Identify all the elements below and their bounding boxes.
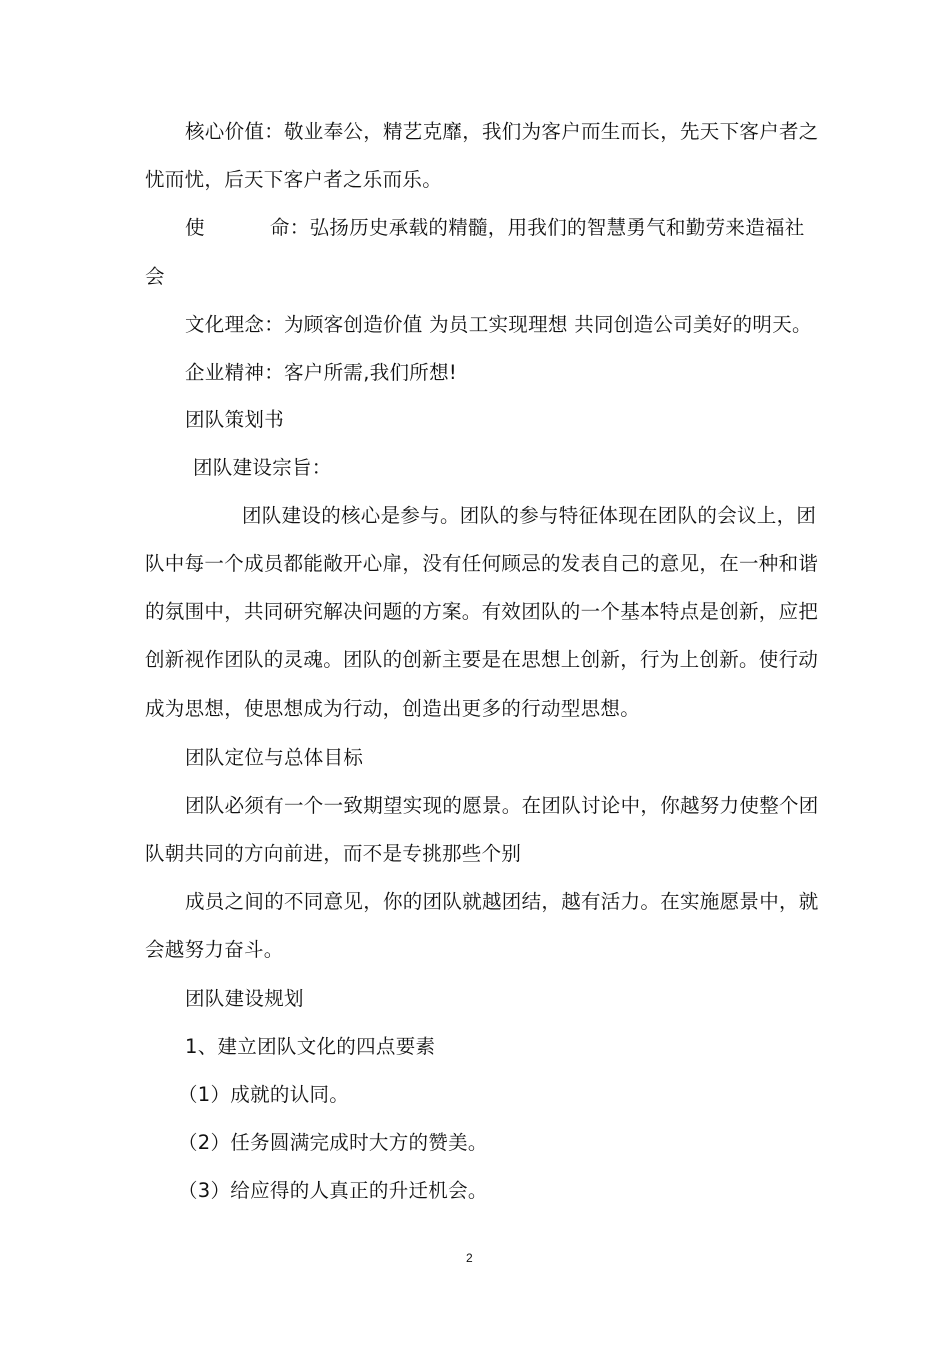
sub-list-item: （2）任务圆满完成时大方的赞美。 bbox=[178, 1131, 488, 1154]
purpose-paragraph-line: 队中每一个成员都能敞开心扉，没有任何顾忌的发表自己的意见，在一种和谐 bbox=[145, 552, 819, 575]
purpose-heading: 团队建设宗旨： bbox=[193, 456, 332, 479]
sub-list-item: （1）成就的认同。 bbox=[178, 1083, 350, 1106]
spirit-line: 企业精神：客户所需,我们所想! bbox=[185, 361, 458, 384]
culture-line: 文化理念：为顾客创造价值 为员工实现理想 共同创造公司美好的明天。 bbox=[185, 313, 812, 336]
mission-continuation: 会 bbox=[145, 265, 165, 288]
page-number: 2 bbox=[466, 1251, 473, 1265]
purpose-paragraph-line: 成为思想，使思想成为行动，创造出更多的行动型思想。 bbox=[145, 697, 641, 720]
positioning-paragraph-line: 团队必须有一个一致期望实现的愿景。在团队讨论中，你越努力使整个团 bbox=[185, 794, 819, 817]
purpose-paragraph-line: 团队建设的核心是参与。团队的参与特征体现在团队的会议上，团 bbox=[242, 504, 817, 527]
planning-heading: 团队建设规划 bbox=[185, 987, 304, 1010]
purpose-paragraph-line: 的氛围中，共同研究解决问题的方案。有效团队的一个基本特点是创新，应把 bbox=[145, 600, 819, 623]
positioning-paragraph-line: 会越努力奋斗。 bbox=[145, 938, 284, 961]
sub-list-item: （3）给应得的人真正的升迁机会。 bbox=[178, 1179, 488, 1202]
positioning-heading: 团队定位与总体目标 bbox=[185, 746, 364, 769]
mission-line: 命：弘扬历史承载的精髓，用我们的智慧勇气和勤劳来造福社 bbox=[270, 216, 805, 239]
positioning-paragraph-line: 队朝共同的方向前进，而不是专挑那些个别 bbox=[145, 842, 522, 865]
core-values-line: 核心价值：敬业奉公，精艺克靡，我们为客户而生而长，先天下客户者之 bbox=[185, 120, 819, 143]
purpose-paragraph-line: 创新视作团队的灵魂。团队的创新主要是在思想上创新，行为上创新。使行动 bbox=[145, 648, 819, 671]
core-values-continuation: 忧而忧，后天下客户者之乐而乐。 bbox=[145, 168, 443, 191]
list-item: 1、建立团队文化的四点要素 bbox=[185, 1035, 436, 1058]
plan-heading: 团队策划书 bbox=[185, 408, 285, 431]
positioning-paragraph-line: 成员之间的不同意见，你的团队就越团结，越有活力。在实施愿景中，就 bbox=[185, 890, 819, 913]
mission-label-start: 使 bbox=[185, 216, 205, 239]
